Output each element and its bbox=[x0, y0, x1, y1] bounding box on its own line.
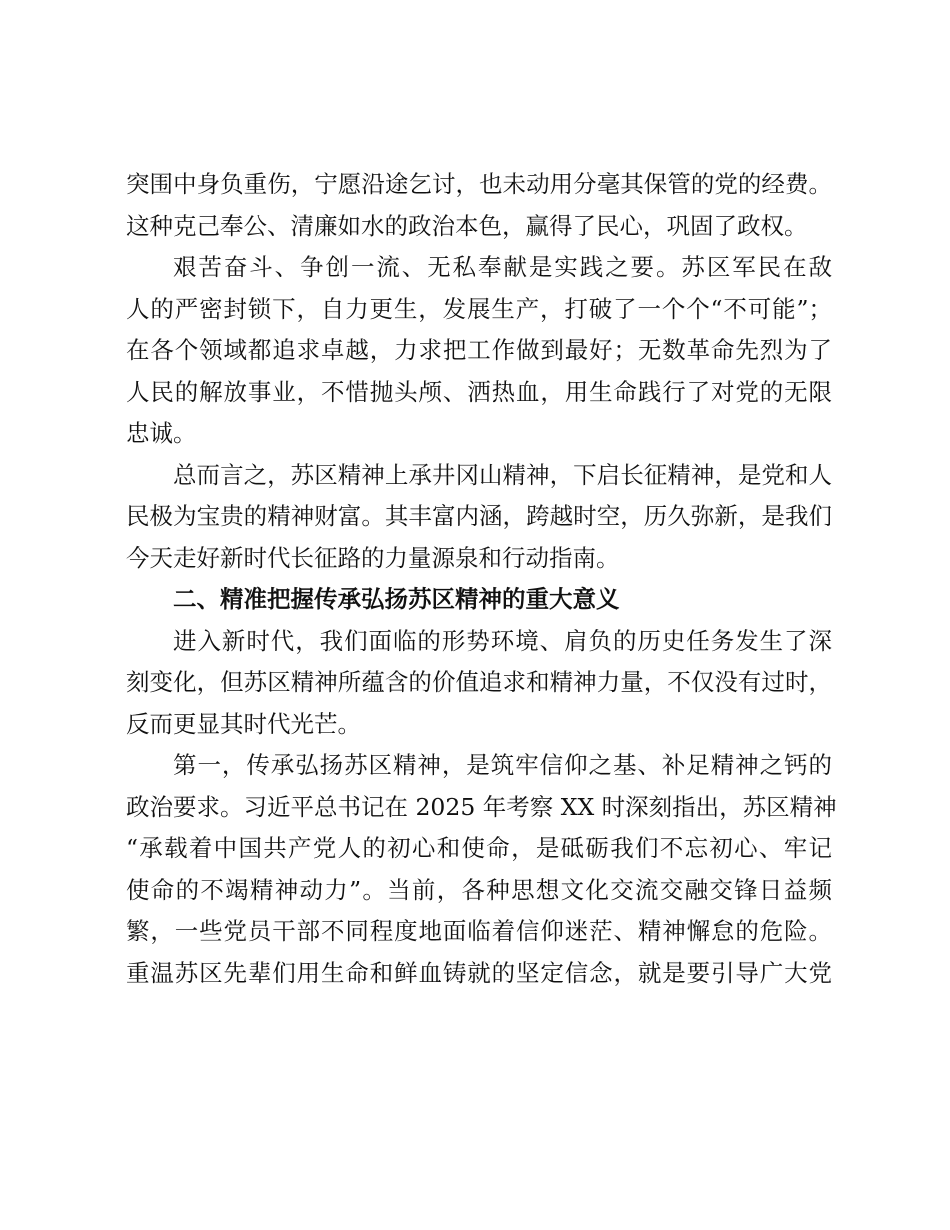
text-line: 繁，一些党员干部不同程度地面临着信仰迷茫、精神懈怠的危险。 bbox=[126, 917, 832, 945]
text-line: 刻变化，但苏区精神所蕴含的价值追求和精神力量，不仅没有过时， bbox=[126, 668, 832, 696]
text-line: 人民的解放事业，不惜抛头颅、洒热血，用生命践行了对党的无限 bbox=[126, 377, 832, 406]
text-line: 总而言之，苏区精神上承井冈山精神，下启长征精神，是党和人 bbox=[173, 460, 832, 489]
text-line: 政治要求。习近平总书记在 2025 年考察 XX 时深刻指出，苏区精神 bbox=[126, 792, 837, 821]
text-line: 民极为宝贵的精神财富。其丰富内涵，跨越时空，历久弥新，是我们 bbox=[126, 502, 832, 530]
text-line: 反而更显其时代光芒。 bbox=[126, 709, 361, 738]
text-line: “承载着中国共产党人的初心和使命，是砥砺我们不忘初心、牢记 bbox=[126, 834, 832, 862]
body-text bbox=[126, 164, 837, 994]
text-line: 突围中身负重伤，宁愿沿途乞讨，也未动用分毫其保管的党的经费。 bbox=[126, 170, 832, 198]
text-line: 进入新时代，我们面临的形势环境、肩负的历史任务发生了深 bbox=[173, 626, 832, 655]
text-line: 今天走好新时代长征路的力量源泉和行动指南。 bbox=[126, 543, 620, 572]
text-line: 这种克己奉公、清廉如水的政治本色，赢得了民心，巩固了政权。 bbox=[126, 211, 808, 240]
text-line: 第一，传承弘扬苏区精神，是筑牢信仰之基、补足精神之钙的 bbox=[173, 751, 832, 779]
text-line: 人的严密封锁下，自力更生，发展生产，打破了一个个“不可能”； bbox=[126, 294, 832, 323]
text-line: 忠诚。 bbox=[126, 419, 197, 447]
text-line: 使命的不竭精神动力”。当前，各种思想文化交流交融交锋日益频 bbox=[126, 875, 832, 904]
section-heading: 二、精准把握传承弘扬苏区精神的重大意义 bbox=[173, 585, 620, 613]
text-line: 在各个领域都追求卓越，力求把工作做到最好；无数革命先烈为了 bbox=[126, 336, 832, 364]
text-line: 艰苦奋斗、争创一流、无私奉献是实践之要。苏区军民在敌 bbox=[173, 253, 832, 281]
text-line: 重温苏区先辈们用生命和鲜血铸就的坚定信念，就是要引导广大党 bbox=[126, 958, 832, 987]
